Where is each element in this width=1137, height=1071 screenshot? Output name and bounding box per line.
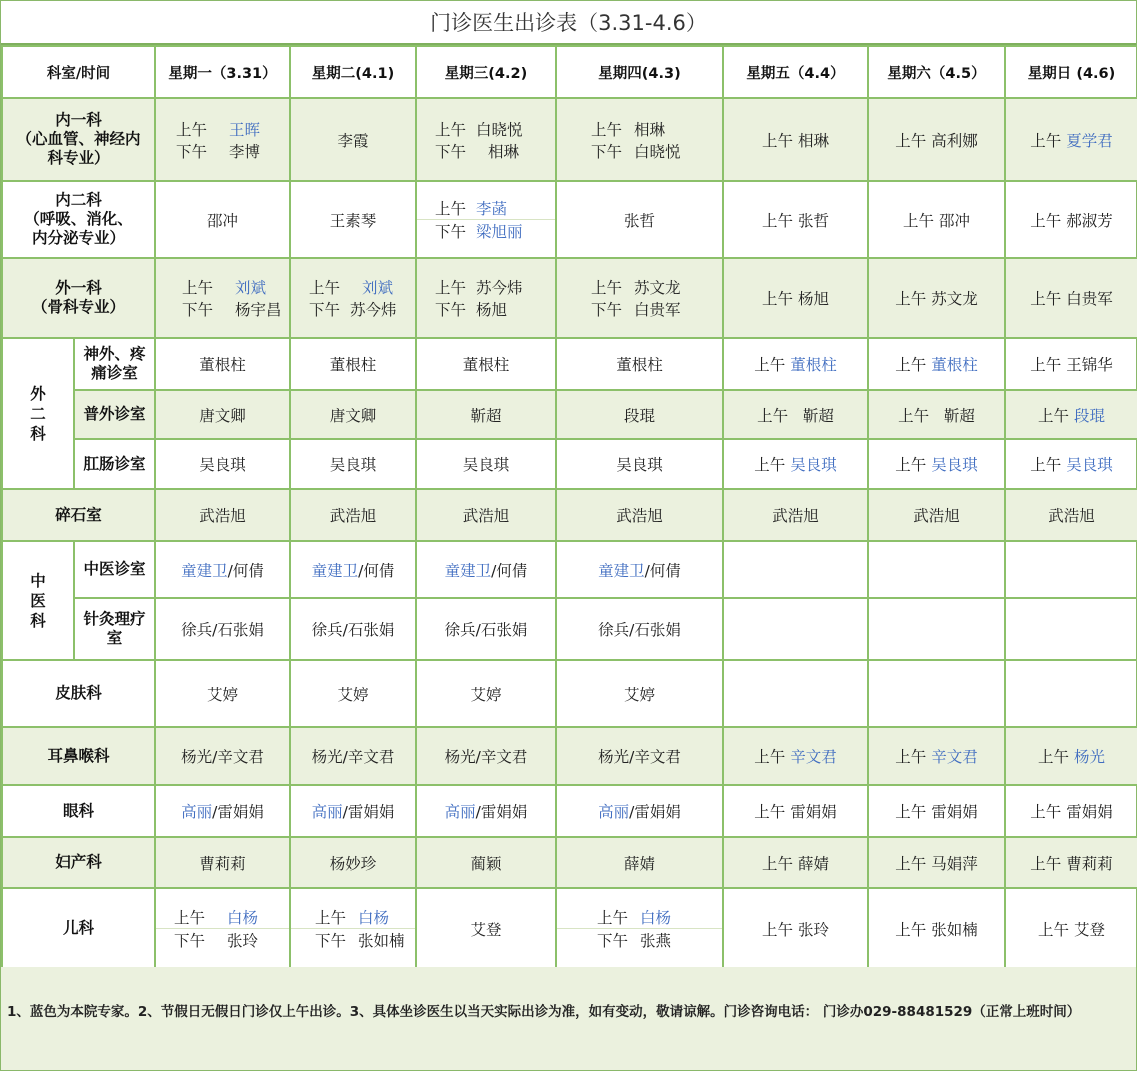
cell-waiyi-fri: 上午 杨旭 [723, 258, 868, 338]
cell-gangchang-sat: 上午 吴良琪 [868, 439, 1005, 489]
cell-zhenshi-tue: 童建卫/何倩 [290, 541, 416, 598]
table-row [2, 727, 1137, 785]
cell-shenwai-tue: 董根柱 [290, 338, 416, 390]
cell-shenwai-wed: 董根柱 [416, 338, 556, 390]
cell-pifu-wed: 艾婷 [416, 660, 556, 727]
cell-neier-sun: 上午 郝淑芳 [1005, 181, 1137, 258]
cell-neiyi-mon: 上午 王晖 下午 李博 [155, 98, 290, 181]
cell-erke-fri: 上午 张玲 [723, 888, 868, 969]
cell-zhenjiu-sat [868, 598, 1005, 660]
cell-gangchang-tue: 吴良琪 [290, 439, 416, 489]
cell-yanke-tue: 高丽/雷娟娟 [290, 785, 416, 837]
cell-neier-wed: 上午 李菡 下午 梁旭丽 [416, 181, 556, 258]
cell-pifu-sun [1005, 660, 1137, 727]
sub-gangchang: 肛肠诊室 [74, 439, 155, 489]
cell-suishi-wed: 武浩旭 [416, 489, 556, 541]
dept-zhongyi: 中 医 科 [2, 541, 74, 660]
sub-shenwai: 神外、疼 痛诊室 [74, 338, 155, 390]
table-row [2, 439, 1137, 489]
dept-waier: 外 二 科 [2, 338, 74, 489]
cell-erke-mon: 上午 白杨 下午 张玲 [155, 888, 290, 969]
cell-puwai-wed: 靳超 [416, 390, 556, 439]
cell-pifu-thu: 艾婷 [556, 660, 723, 727]
cell-erke-sun: 上午 艾登 [1005, 888, 1137, 969]
table-row [2, 181, 1137, 258]
header-day-mon: 星期一（3.31） [155, 46, 290, 98]
cell-erbi-thu: 杨光/辛文君 [556, 727, 723, 785]
sub-zhenjiu: 针灸理疗 室 [74, 598, 155, 660]
cell-erbi-fri: 上午 辛文君 [723, 727, 868, 785]
cell-shenwai-sun: 上午 王锦华 [1005, 338, 1137, 390]
cell-gangchang-thu: 吴良琪 [556, 439, 723, 489]
cell-yanke-fri: 上午 雷娟娟 [723, 785, 868, 837]
cell-puwai-fri: 上午 靳超 [723, 390, 868, 439]
cell-neier-tue: 王素琴 [290, 181, 416, 258]
table-row [2, 541, 1137, 598]
cell-pifu-mon: 艾婷 [155, 660, 290, 727]
cell-suishi-mon: 武浩旭 [155, 489, 290, 541]
table-row [2, 785, 1137, 837]
cell-erbi-sat: 上午 辛文君 [868, 727, 1005, 785]
header-row [2, 46, 1137, 98]
cell-yanke-mon: 高丽/雷娟娟 [155, 785, 290, 837]
cell-zhenjiu-wed: 徐兵/石张娟 [416, 598, 556, 660]
cell-pifu-fri [723, 660, 868, 727]
header-day-sat: 星期六（4.5） [868, 46, 1005, 98]
cell-erke-thu: 上午 白杨 下午 张燕 [556, 888, 723, 969]
cell-neier-mon: 邵冲 [155, 181, 290, 258]
cell-erke-wed: 艾登 [416, 888, 556, 969]
dept-pifu: 皮肤科 [2, 660, 155, 727]
cell-gangchang-sun: 上午 吴良琪 [1005, 439, 1137, 489]
header-dept-time: 科室/时间 [2, 46, 155, 98]
cell-neiyi-fri: 上午 相琳 [723, 98, 868, 181]
cell-yanke-thu: 高丽/雷娟娟 [556, 785, 723, 837]
schedule-table [1, 45, 1137, 970]
cell-erbi-sun: 上午 杨光 [1005, 727, 1137, 785]
page-title: 门诊医生出诊表（3.31-4.6） [1, 1, 1136, 45]
cell-pifu-sat [868, 660, 1005, 727]
cell-yanke-sun: 上午 雷娟娟 [1005, 785, 1137, 837]
table-row [2, 888, 1137, 969]
cell-yanke-sat: 上午 雷娟娟 [868, 785, 1005, 837]
cell-neier-sat: 上午 邵冲 [868, 181, 1005, 258]
cell-suishi-sat: 武浩旭 [868, 489, 1005, 541]
cell-suishi-tue: 武浩旭 [290, 489, 416, 541]
cell-zhenshi-sat [868, 541, 1005, 598]
dept-suishi: 碎石室 [2, 489, 155, 541]
table-row [2, 258, 1137, 338]
cell-waiyi-sat: 上午 苏文龙 [868, 258, 1005, 338]
cell-shenwai-sat: 上午 董根柱 [868, 338, 1005, 390]
cell-zhenshi-fri [723, 541, 868, 598]
cell-zhenshi-thu: 童建卫/何倩 [556, 541, 723, 598]
cell-erbi-mon: 杨光/辛文君 [155, 727, 290, 785]
cell-fuchan-fri: 上午 薛婧 [723, 837, 868, 888]
cell-puwai-tue: 唐文卿 [290, 390, 416, 439]
cell-erbi-tue: 杨光/辛文君 [290, 727, 416, 785]
cell-fuchan-tue: 杨妙珍 [290, 837, 416, 888]
dept-neiyi: 内一科 （心血管、神经内 科专业） [2, 98, 155, 181]
cell-neiyi-wed: 上午 白晓悦 下午 相琳 [416, 98, 556, 181]
cell-zhenjiu-sun [1005, 598, 1137, 660]
dept-fuchan: 妇产科 [2, 837, 155, 888]
table-row [2, 660, 1137, 727]
cell-neiyi-thu: 上午 相琳 下午 白晓悦 [556, 98, 723, 181]
table-row [2, 338, 1137, 390]
cell-erbi-wed: 杨光/辛文君 [416, 727, 556, 785]
dept-erke: 儿科 [2, 888, 155, 969]
cell-puwai-sat: 上午 靳超 [868, 390, 1005, 439]
table-row [2, 598, 1137, 660]
cell-gangchang-mon: 吴良琪 [155, 439, 290, 489]
cell-suishi-thu: 武浩旭 [556, 489, 723, 541]
cell-waiyi-sun: 上午 白贵军 [1005, 258, 1137, 338]
cell-zhenjiu-tue: 徐兵/石张娟 [290, 598, 416, 660]
cell-gangchang-wed: 吴良琪 [416, 439, 556, 489]
dept-waiyi: 外一科 （骨科专业） [2, 258, 155, 338]
cell-shenwai-fri: 上午 董根柱 [723, 338, 868, 390]
table-row [2, 837, 1137, 888]
cell-waiyi-thu: 上午 苏文龙 下午 白贵军 [556, 258, 723, 338]
cell-neiyi-sat: 上午 高利娜 [868, 98, 1005, 181]
dept-neier: 内二科 （呼吸、消化、 内分泌专业） [2, 181, 155, 258]
cell-waiyi-mon: 上午 刘斌 下午 杨宇昌 [155, 258, 290, 338]
cell-zhenshi-sun [1005, 541, 1137, 598]
footer-note: 1、蓝色为本院专家。2、节假日无假日门诊仅上午出诊。3、具体坐诊医生以当天实际出诊为准，如有变动，敬请谅解。门诊咨询电话： 门诊办029-88481529（正常上班时间） [1, 967, 1136, 1070]
cell-puwai-thu: 段琨 [556, 390, 723, 439]
header-day-tue: 星期二(4.1) [290, 46, 416, 98]
cell-erke-sat: 上午 张如楠 [868, 888, 1005, 969]
cell-pifu-tue: 艾婷 [290, 660, 416, 727]
header-day-wed: 星期三(4.2) [416, 46, 556, 98]
cell-zhenjiu-mon: 徐兵/石张娟 [155, 598, 290, 660]
cell-gangchang-fri: 上午 吴良琪 [723, 439, 868, 489]
sub-puwai: 普外诊室 [74, 390, 155, 439]
cell-fuchan-mon: 曹莉莉 [155, 837, 290, 888]
header-day-fri: 星期五（4.4） [723, 46, 868, 98]
cell-shenwai-thu: 董根柱 [556, 338, 723, 390]
table-row [2, 390, 1137, 439]
cell-neiyi-sun: 上午 夏学君 [1005, 98, 1137, 181]
cell-puwai-sun: 上午 段琨 [1005, 390, 1137, 439]
cell-puwai-mon: 唐文卿 [155, 390, 290, 439]
dept-erbi: 耳鼻喉科 [2, 727, 155, 785]
header-day-sun: 星期日 (4.6) [1005, 46, 1137, 98]
cell-fuchan-sat: 上午 马娟萍 [868, 837, 1005, 888]
cell-neier-thu: 张哲 [556, 181, 723, 258]
cell-zhenshi-wed: 童建卫/何倩 [416, 541, 556, 598]
cell-waiyi-tue: 上午 刘斌 下午 苏今炜 [290, 258, 416, 338]
cell-fuchan-thu: 薛婧 [556, 837, 723, 888]
cell-erke-tue: 上午 白杨 下午 张如楠 [290, 888, 416, 969]
table-row [2, 489, 1137, 541]
dept-yanke: 眼科 [2, 785, 155, 837]
cell-fuchan-wed: 蔺颖 [416, 837, 556, 888]
header-day-thu: 星期四(4.3) [556, 46, 723, 98]
cell-zhenjiu-fri [723, 598, 868, 660]
cell-neier-fri: 上午 张哲 [723, 181, 868, 258]
cell-yanke-wed: 高丽/雷娟娟 [416, 785, 556, 837]
cell-shenwai-mon: 董根柱 [155, 338, 290, 390]
cell-waiyi-wed: 上午 苏今炜 下午 杨旭 [416, 258, 556, 338]
cell-zhenshi-mon: 童建卫/何倩 [155, 541, 290, 598]
cell-fuchan-sun: 上午 曹莉莉 [1005, 837, 1137, 888]
cell-neiyi-tue: 李霞 [290, 98, 416, 181]
sub-zhongyi-zhenshi: 中医诊室 [74, 541, 155, 598]
cell-zhenjiu-thu: 徐兵/石张娟 [556, 598, 723, 660]
table-row [2, 98, 1137, 181]
cell-suishi-sun: 武浩旭 [1005, 489, 1137, 541]
cell-suishi-fri: 武浩旭 [723, 489, 868, 541]
